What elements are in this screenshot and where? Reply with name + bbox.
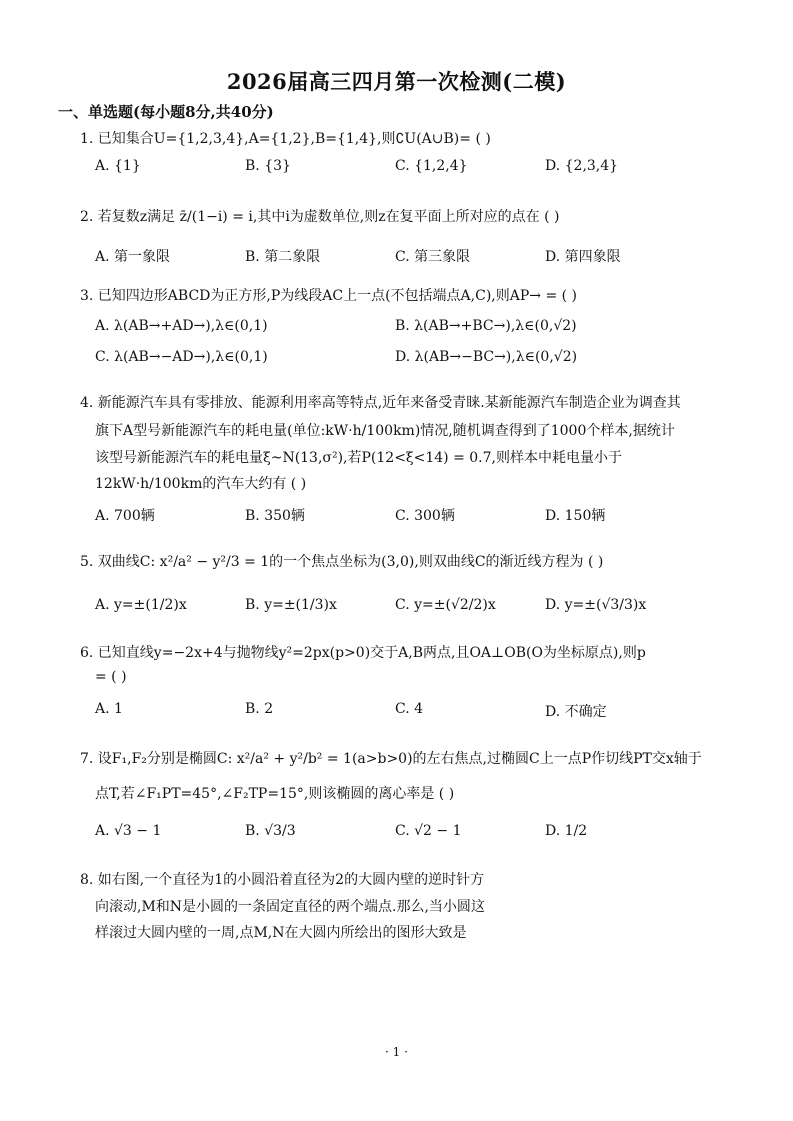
question-1-text: 1. 已知集合U={1,2,3,4},A={1,2},B={1,4},则∁U(A∪B)= ( ): [80, 131, 491, 147]
q2-option-a: A. 第一象限: [95, 249, 171, 265]
q5-option-a: A. y=±(1/2)x: [95, 597, 187, 613]
q7-option-a: A. √3 − 1: [95, 823, 162, 839]
q6-option-d: D. 不确定: [545, 704, 607, 720]
question-4-line-1: 4. 新能源汽车具有零排放、能源利用率高等特点,近年来备受青睐.某新能源汽车制造企业为调查其: [80, 395, 681, 411]
q3-option-b: B. λ(AB→+BC→),λ∈(0,√2): [395, 318, 577, 334]
q5-option-b: B. y=±(1/3)x: [245, 597, 337, 613]
q7-option-c: C. √2 − 1: [395, 823, 462, 839]
question-8-line-3: 样滚过大圆内壁的一周,点M,N在大圆内所绘出的图形大致是: [95, 925, 467, 941]
page-number: · 1 ·: [385, 1045, 408, 1059]
q7-option-b: B. √3/3: [245, 823, 296, 839]
q1-option-d: D. {2,3,4}: [545, 158, 619, 174]
q4-option-a: A. 700辆: [95, 508, 155, 524]
q2-option-d: D. 第四象限: [545, 249, 621, 265]
q4-option-b: B. 350辆: [245, 508, 305, 524]
question-7-line-1: 7. 设F₁,F₂分别是椭圆C: x²/a² + y²/b² = 1(a>b>0)的左右焦点,过椭圆C上一点P作切线PT交x轴于: [80, 751, 702, 767]
q4-option-c: C. 300辆: [395, 508, 455, 524]
q7-option-d: D. 1/2: [545, 823, 588, 839]
question-2-text: 2. 若复数z满足 z̄/(1−i) = i,其中i为虚数单位,则z在复平面上所对应的点在 ( ): [80, 209, 560, 225]
question-7-line-2: 点T,若∠F₁PT=45°,∠F₂TP=15°,则该椭圆的离心率是 ( ): [95, 786, 455, 802]
q6-option-a: A. 1: [95, 701, 123, 717]
question-6-line-1: 6. 已知直线y=−2x+4与抛物线y²=2px(p>0)交于A,B两点,且OA⊥OB(O为坐标原点),则p: [80, 645, 646, 661]
q3-option-a: A. λ(AB→+AD→),λ∈(0,1): [95, 318, 268, 334]
section-heading: 一、单选题(每小题8分,共40分): [58, 103, 274, 121]
q3-option-d: D. λ(AB→−BC→),λ∈(0,√2): [395, 349, 578, 365]
page-title: 2026届高三四月第一次检测(二模): [226, 69, 567, 94]
q1-option-a: A. {1}: [95, 158, 141, 174]
question-3-text: 3. 已知四边形ABCD为正方形,P为线段AC上一点(不包括端点A,C),则AP→ = ( ): [80, 288, 578, 304]
q3-option-c: C. λ(AB→−AD→),λ∈(0,1): [95, 349, 268, 365]
q5-option-d: D. y=±(√3/3)x: [545, 597, 647, 613]
question-5-text: 5. 双曲线C: x²/a² − y²/3 = 1的一个焦点坐标为(3,0),则双曲线C的渐近线方程为 ( ): [80, 554, 604, 570]
question-4-line-4: 12kW·h/100km的汽车大约有 ( ): [95, 476, 307, 492]
q2-option-b: B. 第二象限: [245, 249, 321, 265]
q1-option-b: B. {3}: [245, 158, 291, 174]
question-8-line-2: 向滚动,M和N是小圆的一条固定直径的两个端点.那么,当小圆这: [95, 899, 485, 915]
q6-option-b: B. 2: [245, 701, 274, 717]
question-8-line-1: 8. 如右图,一个直径为1的小圆沿着直径为2的大圆内壁的逆时针方: [80, 872, 485, 888]
question-6-line-2: = ( ): [95, 669, 127, 685]
q5-option-c: C. y=±(√2/2)x: [395, 597, 496, 613]
q2-option-c: C. 第三象限: [395, 249, 471, 265]
q6-option-c: C. 4: [395, 701, 424, 717]
question-4-line-3: 该型号新能源汽车的耗电量ξ~N(13,σ²),若P(12<ξ<14) = 0.7,则样本中耗电量小于: [95, 450, 622, 466]
q4-option-d: D. 150辆: [545, 508, 606, 524]
question-4-line-2: 旗下A型号新能源汽车的耗电量(单位:kW·h/100km)情况,随机调查得到了1000个样本,据统计: [95, 423, 675, 439]
q1-option-c: C. {1,2,4}: [395, 158, 468, 174]
